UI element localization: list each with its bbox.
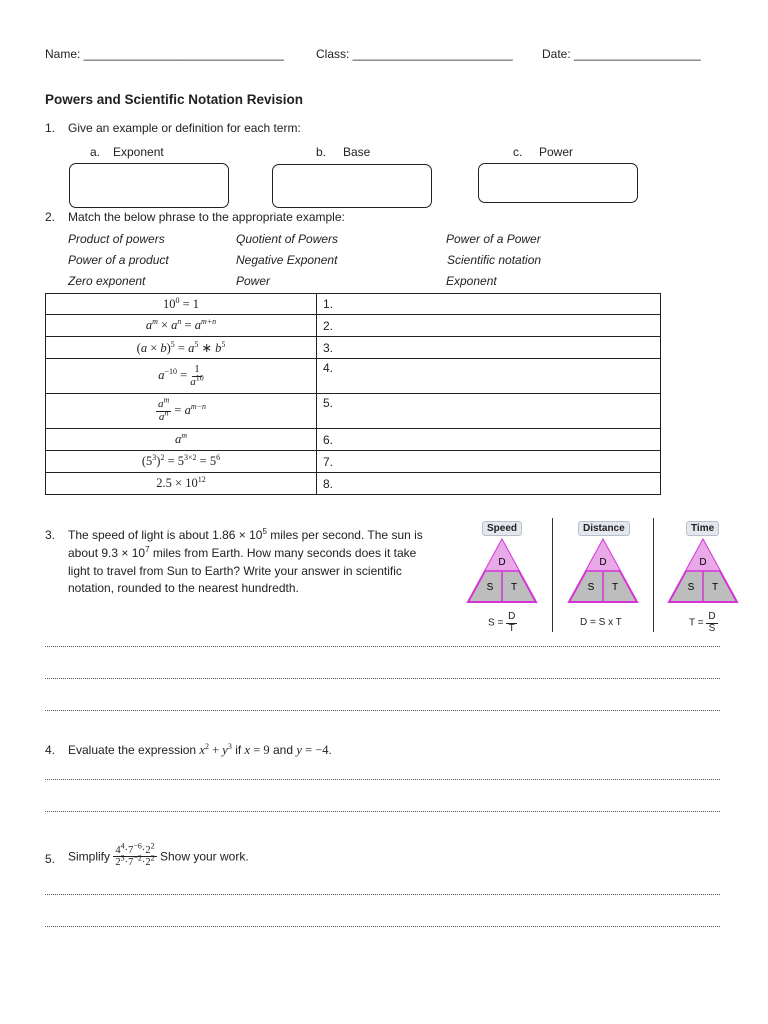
q3-number: 3. [45,528,56,542]
q1-term-a-letter: a. [90,145,101,159]
q1-term-c-letter: c. [513,145,523,159]
speed-triangle-s: S [486,582,494,593]
answer-cell-4[interactable]: 4. [317,359,661,394]
table-row [46,473,661,495]
q1-answer-box-exponent[interactable] [69,163,229,208]
phrase-power: Power [236,274,271,288]
q5-number: 5. [45,852,56,866]
speed-triangle-icon [466,538,538,604]
example-zero-exponent: $10^0 = 1$ [46,294,317,315]
q3-line-4: notation, rounded to the nearest hundredth. [68,581,299,595]
speed-triangle-d: D [498,557,506,568]
phrase-product-of-powers: Product of powers [68,232,165,246]
speed-label: Speed [482,521,522,536]
answer-cell-3[interactable]: 3. [317,337,661,359]
q3-line-2: about $9.3 \times 10^7$ miles from Earth. How many seconds does it take [68,545,417,560]
example-negative-exponent: $a^{-10}$ = $\frac{1}{a^{10}}$ [46,359,317,394]
answer-line[interactable] [45,894,720,895]
phrase-zero-exponent: Zero exponent [68,274,146,288]
example-power-of-a-power: $(5^3)^2 = 5^{3\times 2} = 5^6$ [46,451,317,473]
q1-term-b: Base [343,145,371,159]
example-scientific-notation: $2.5 \times 10^{12}$ [46,473,317,495]
q3-line-1: The speed of light is about $1.86 \times 10^5$ miles per second. The sun is [68,527,423,542]
phrase-power-of-a-power: Power of a Power [446,232,541,246]
time-triangle-t: T [711,582,719,593]
table-row [46,394,661,429]
phrase-quotient-of-powers: Quotient of Powers [236,232,339,246]
time-triangle-s: S [687,582,695,593]
distance-triangle-d: D [599,557,607,568]
q5-text: Simplify $\frac{4^4\cdot 7^{-6}\cdot 2^2}{2^3\cdot 7^{-2}\cdot 2^2}$ Show your work. [68,841,249,869]
distance-label: Distance [578,521,630,536]
answer-cell-1[interactable]: 1. [317,294,661,315]
table-row [46,294,661,315]
speed-triangle-t: T [510,582,518,593]
table-row [46,429,661,451]
answer-cell-5[interactable]: 5. [317,394,661,429]
answer-cell-6[interactable]: 6. [317,429,661,451]
q4-text: Evaluate the expression $x^2 + y^3$ if x = 9 and y = −4. [68,741,332,757]
q1-answer-box-base[interactable] [272,164,432,208]
phrase-power-of-a-product: Power of a product [68,253,169,267]
q1-term-b-letter: b. [316,145,327,159]
example-power: $a^m$ [46,429,317,451]
time-triangle-icon [667,538,739,604]
phrase-negative-exponent: Negative Exponent [236,253,338,267]
example-product-of-powers: $a^m \times a^n = a^{m+n}$ [46,315,317,337]
q2-prompt: Match the below phrase to the appropriate example: [68,210,345,224]
divider [653,518,654,632]
speed-formula: S = $\frac{D}{T}$ [488,611,516,634]
class-field-label: Class: ________________________ [316,47,513,61]
date-field-label: Date: ___________________ [542,47,701,61]
q3-line-3: light to travel from Sun to Earth? Write your answer in scientific [68,564,402,578]
q1-number: 1. [45,121,56,135]
answer-cell-8[interactable]: 8. [317,473,661,495]
distance-triangle-t: T [611,582,619,593]
q2-number: 2. [45,210,56,224]
time-formula: T = $\frac{D}{S}$ [689,611,716,634]
table-row [46,451,661,473]
q1-answer-box-power[interactable] [478,163,638,203]
answer-cell-2[interactable]: 2. [317,315,661,337]
time-triangle-d: D [699,557,707,568]
answer-line[interactable] [45,779,720,780]
example-quotient-of-powers: $\frac{a^m}{a^n}$ = $a^{m-n}$ [46,394,317,429]
q1-term-a: Exponent [113,145,164,159]
matching-table [45,293,661,495]
phrase-exponent: Exponent [446,274,497,288]
q1-prompt: Give an example or definition for each term: [68,121,301,135]
answer-cell-7[interactable]: 7. [317,451,661,473]
q4-number: 4. [45,743,56,757]
phrase-scientific-notation: Scientific notation [447,253,542,267]
distance-formula: D = S x T [580,617,622,628]
answer-line[interactable] [45,811,720,812]
answer-line[interactable] [45,710,720,711]
answer-line[interactable] [45,678,720,679]
table-row [46,315,661,337]
distance-triangle-s: S [587,582,595,593]
distance-triangle-icon [567,538,639,604]
page-title: Powers and Scientific Notation Revision [45,92,304,107]
time-label: Time [686,521,719,536]
divider [552,518,553,632]
q1-term-c: Power [539,145,574,159]
answer-line[interactable] [45,926,720,927]
table-row [46,359,661,394]
answer-line[interactable] [45,646,720,647]
name-field-label: Name: ______________________________ [45,47,284,61]
example-power-of-product: $(a \times b)^5 = a^5$ ∗ $b^5$ [46,337,317,359]
table-row [46,337,661,359]
